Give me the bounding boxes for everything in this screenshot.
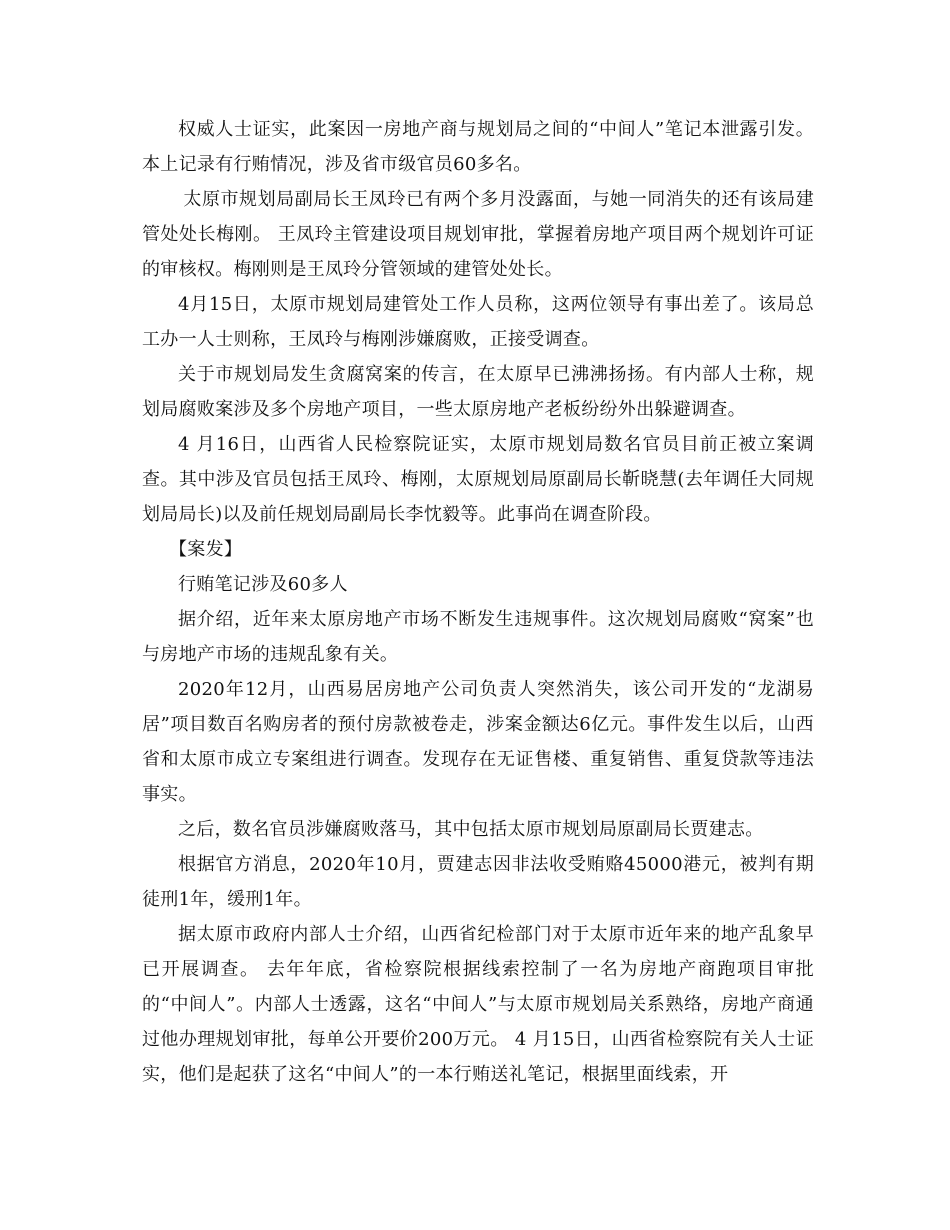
paragraph-april-15: 4月15日，太原市规划局建管处工作人员称，这两位领导有事出差了。该局总工办一人士则称，王凤玲与梅刚涉嫌腐败，正接受调查。: [142, 294, 814, 350]
paragraph-market-violations: 据介绍，近年来太原房地产市场不断发生违规事件。这次规划局腐败“窝案”也与房地产市场的违规乱象有关。: [142, 609, 814, 665]
paragraph-officials-fall: 之后，数名官员涉嫌腐败落马，其中包括太原市规划局原副局长贾建志。: [178, 819, 764, 840]
paragraph-official-news: 根据官方消息，2020年10月，贾建志因非法收受贿赂45000港元，被判有期徒刑1年，缓刑1年。: [142, 854, 814, 910]
document-body: [142, 112, 814, 1092]
paragraph-wang-fengling: 太原市规划局副局长王凤玲已有两个多月没露面，与她一同消失的还有该局建管处处长梅刚。 王凤玲主管建设项目规划审批，掌握着房地产项目两个规划许可证的审核权。梅刚则是王凤玲分管领域的建管处处长。: [142, 189, 814, 280]
section-heading: 【案发】: [169, 539, 243, 560]
paragraph-yiju-company: 2020年12月，山西易居房地产公司负责人突然消失，该公司开发的“龙湖易居”项目数百名购房者的预付房款被卷走，涉案金额达6亿元。事件发生以后，山西省和太原市成立专案组进行调查。发现存在无证售楼、重复销售、重复贷款等违法事实。: [142, 679, 814, 805]
section-subheading: 行贿笔记涉及60多人: [178, 574, 348, 595]
paragraph-intro: 权威人士证实，此案因一房地产商与规划局之间的“中间人”笔记本泄露引发。本上记录有行贿情况，涉及省市级官员60多名。: [142, 119, 814, 175]
paragraph-middleman: 据太原市政府内部人士介绍，山西省纪检部门对于太原市近年来的地产乱象早已开展调查。 去年年底，省检察院根据线索控制了一名为房地产商跑项目审批的“中间人”。内部人士透露，这名“中间人”与太原市规划局关系熟络，房地产商通过他办理规划审批，每单公开要价200万元。 4 月15日，山西省检察院有关人士证实，他们是起获了这名“中间人”的一本行贿送礼笔记，根据里面线索，开: [142, 924, 814, 1085]
paragraph-april-16: 4 月16日，山西省人民检察院证实，太原市规划局数名官员目前正被立案调查。其中涉及官员包括王凤玲、梅刚，太原规划局原副局长靳晓慧(去年调任大同规划局局长)以及前任规划局副局长李忱毅等。此事尚在调查阶段。: [142, 434, 814, 525]
paragraph-rumors: 关于市规划局发生贪腐窝案的传言，在太原早已沸沸扬扬。有内部人士称，规划局腐败案涉及多个房地产项目，一些太原房地产老板纷纷外出躲避调查。: [142, 364, 814, 420]
